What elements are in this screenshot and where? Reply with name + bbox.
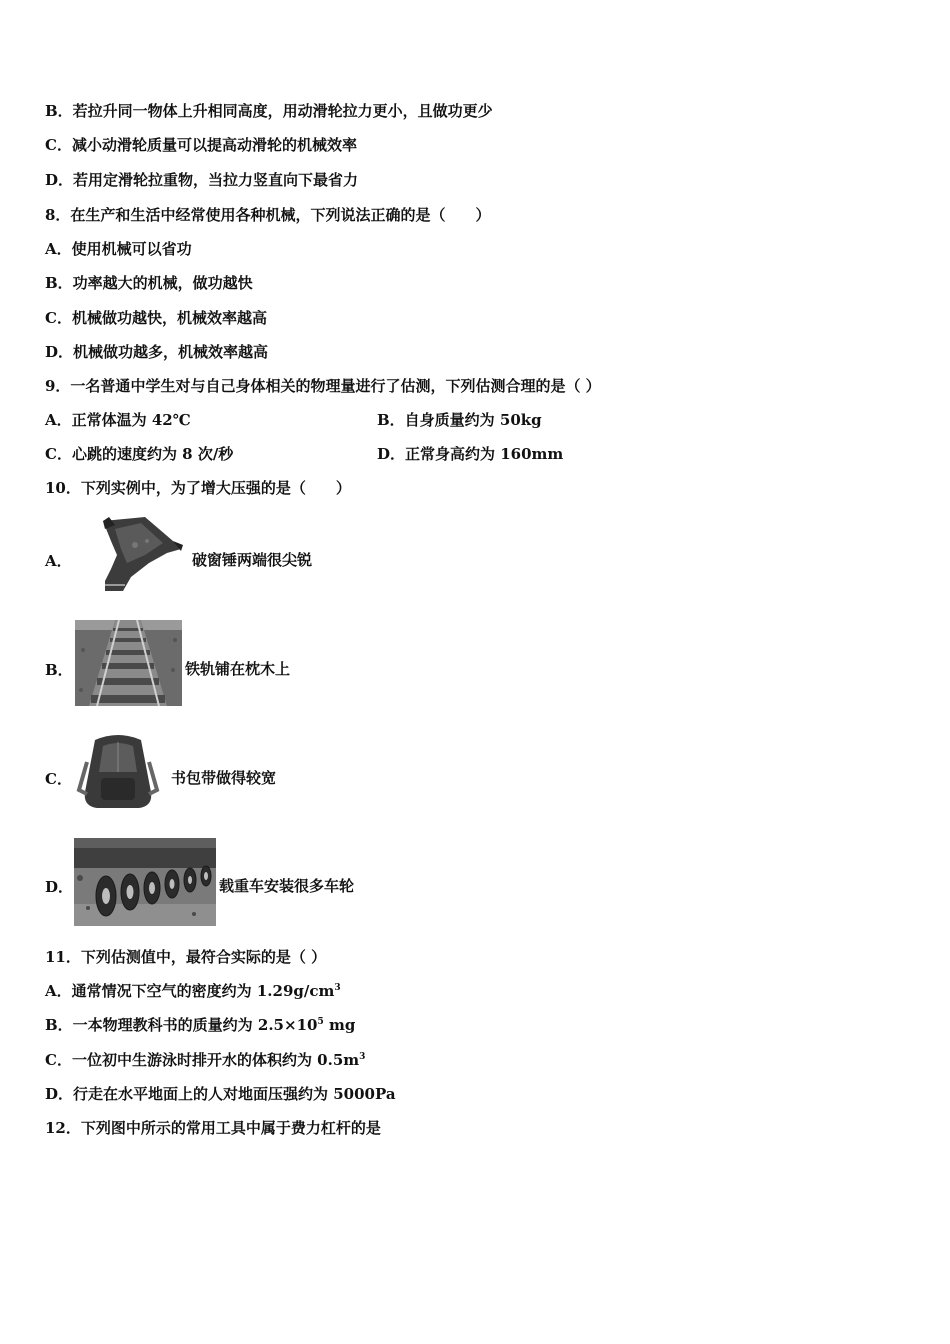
q9-option-b: B．自身质量约为 50kg [377,411,542,429]
q10-option-a-text: 破窗锤两端很尖锐 [192,551,313,569]
q11-option-d: D．行走在水平地面上的人对地面压强约为 5000Pa [45,1085,396,1103]
hammer-image [75,515,185,593]
q11-stem: 11．下列估测值中，最符合实际的是（ ） [45,948,327,966]
q10-option-a-label: A． [45,552,72,570]
q10-option-c-label: C． [45,770,72,788]
backpack-image [73,732,163,812]
q10-stem: 10．下列实例中，为了增大压强的是（ ） [45,479,351,497]
heavy-truck-image [74,838,216,926]
q7-option-b: B．若拉升同一物体上升相同高度，用动滑轮拉力更小，且做功更少 [45,102,493,120]
railway-track-image [75,620,182,706]
q10-option-a [45,515,445,595]
q7-option-c: C．减小动滑轮质量可以提高动滑轮的机械效率 [45,136,357,154]
q10-option-c-text: 书包带做得较宽 [171,769,277,787]
q10-option-d-label: D． [45,878,74,896]
q10-option-d-text: 载重车安装很多车轮 [219,877,355,895]
q10-option-d [45,838,445,928]
q11-option-c: C．一位初中生游泳时排开水的体积约为 $0.5m^3$ [45,1051,366,1069]
q9-option-d: D．正常身高约为 160mm [377,445,564,463]
q10-option-b-text: 铁轨铺在枕木上 [185,660,291,678]
q10-option-b-label: B． [45,661,73,679]
q9-option-c: C．心跳的速度约为 8 次/秒 [45,445,234,463]
q10-option-c [45,732,445,814]
q9-stem: 9．一名普通中学生对与自己身体相关的物理量进行了估测，下列估测合理的是（ ） [45,377,601,395]
q11-option-a: A．通常情况下空气的密度约为 $1.29g/cm^3$ [45,982,341,1000]
q10-option-b [45,620,445,710]
q11-option-b: B．一本物理教科书的质量约为 $2.5\times 10^5$ mg [45,1016,356,1034]
q9-option-a: A．正常体温为 42℃ [45,411,191,429]
q8-option-a: A．使用机械可以省功 [45,240,192,258]
q8-option-b: B．功率越大的机械，做功越快 [45,274,253,292]
q8-option-c: C．机械做功越快，机械效率越高 [45,309,267,327]
q8-option-d: D．机械做功越多，机械效率越高 [45,343,269,361]
q8-stem: 8．在生产和生活中经常使用各种机械，下列说法正确的是（ ） [45,206,491,224]
q7-option-d: D．若用定滑轮拉重物，当拉力竖直向下最省力 [45,171,359,189]
q12-stem: 12．下列图中所示的常用工具中属于费力杠杆的是 [45,1119,381,1137]
